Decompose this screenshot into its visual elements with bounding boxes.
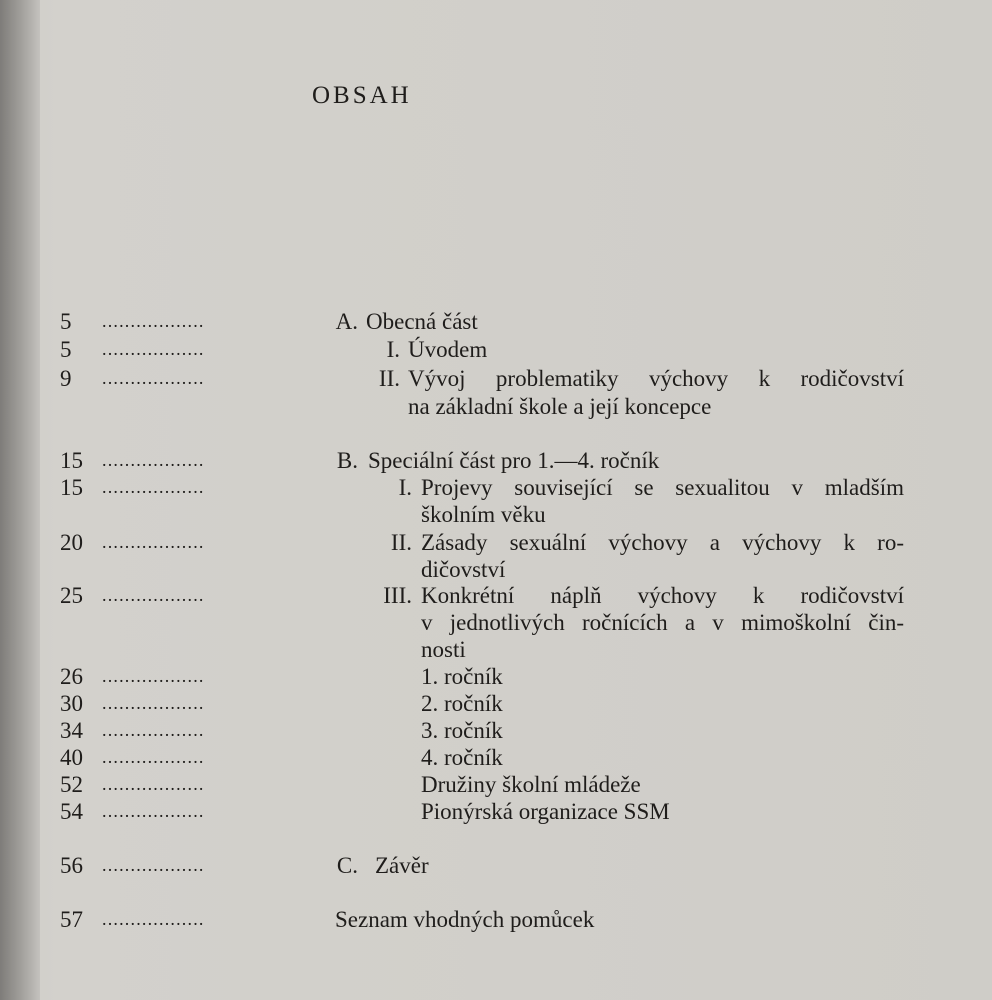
- toc-entry-text: Úvodem: [408, 337, 488, 362]
- toc-entry-text: 3. ročník: [421, 718, 503, 743]
- toc-leader-dots: ..................: [102, 774, 205, 794]
- toc-leader-dots: ..................: [102, 311, 205, 331]
- toc-entry: [0, 798, 992, 825]
- toc-leader-dots: ..................: [102, 585, 205, 605]
- toc-leader-dots: ..................: [102, 747, 205, 767]
- toc-page-number: 20: [60, 530, 83, 555]
- toc-entry-continuation: [0, 556, 992, 583]
- toc-leader-dots: ..................: [102, 720, 205, 740]
- toc-entry-text: 2. ročník: [421, 691, 503, 716]
- toc-entry: [0, 744, 992, 771]
- toc-section-mark: II.: [390, 530, 412, 555]
- toc-leader-dots: ..................: [102, 339, 205, 359]
- toc-page-number: 34: [60, 718, 83, 743]
- toc-page-number: 56: [60, 853, 83, 878]
- toc-leader-dots: ..................: [102, 801, 205, 821]
- toc-entry-continuation: [0, 609, 992, 636]
- toc-leader-dots: ..................: [102, 368, 205, 388]
- toc-entry: [0, 447, 992, 474]
- toc-entry-continuation: [0, 636, 992, 663]
- toc-entry-text: v jednotlivých ročnících a v mimoškolní čin-: [421, 610, 904, 635]
- toc-entry-text: dičovství: [421, 557, 506, 582]
- toc-entry-text: Závěr: [375, 853, 429, 878]
- toc-entry: [0, 690, 992, 717]
- toc-entry: [0, 582, 992, 609]
- toc-page-number: 5: [60, 337, 72, 362]
- toc-page-number: 54: [60, 799, 83, 824]
- toc-entry-text: 1. ročník: [421, 664, 503, 689]
- toc-entry: [0, 308, 992, 335]
- toc-section-mark: II.: [378, 366, 400, 391]
- toc-section-mark: C.: [336, 853, 358, 878]
- toc-entry-text: nosti: [421, 637, 466, 662]
- page-title: OBSAH: [312, 82, 412, 109]
- toc-page-number: 26: [60, 664, 83, 689]
- toc-entry: [0, 852, 992, 879]
- toc-entry-continuation: [0, 393, 992, 420]
- toc-page-number: 15: [60, 475, 83, 500]
- toc-entry: [0, 717, 992, 744]
- toc-entry-text: Seznam vhodných pomůcek: [335, 907, 595, 932]
- toc-section-mark: A.: [335, 309, 358, 334]
- toc-leader-dots: ..................: [102, 693, 205, 713]
- toc-leader-dots: ..................: [102, 666, 205, 686]
- toc-page-number: 9: [60, 366, 72, 391]
- toc-page-number: 15: [60, 448, 83, 473]
- toc-leader-dots: ..................: [102, 909, 205, 929]
- toc-entry-continuation: [0, 501, 992, 528]
- toc-page-number: 30: [60, 691, 83, 716]
- toc-page-number: 5: [60, 309, 72, 334]
- toc-entry: [0, 771, 992, 798]
- toc-section-mark: I.: [398, 475, 412, 500]
- toc-entry-text: Vývoj problematiky výchovy k rodičovství: [408, 366, 904, 391]
- toc-entry-text: Zásady sexuální výchovy a výchovy k ro-: [421, 530, 904, 555]
- toc-entry-text: Pionýrská organizace SSM: [421, 799, 670, 824]
- toc-entry: [0, 663, 992, 690]
- toc-page-number: 25: [60, 583, 83, 608]
- toc-page-number: 57: [60, 907, 83, 932]
- toc-entry-text: na základní škole a její koncepce: [408, 394, 712, 419]
- toc-entry-text: Konkrétní náplň výchovy k rodičovství: [421, 583, 904, 608]
- toc-section-mark: B.: [336, 448, 358, 473]
- toc-entry-text: Projevy související se sexualitou v mladším: [421, 475, 904, 500]
- toc-entry-text: Družiny školní mládeže: [421, 772, 641, 797]
- toc-entry-text: Speciální část pro 1.—4. ročník: [368, 448, 660, 473]
- toc-entry-text: 4. ročník: [421, 745, 503, 770]
- toc-section-mark: III.: [383, 583, 412, 608]
- toc-entry-text: Obecná část: [366, 309, 478, 334]
- toc-entry: [0, 906, 992, 933]
- toc-entry: [0, 336, 992, 363]
- toc-entry-text: školním věku: [421, 502, 546, 527]
- toc-entry: [0, 474, 992, 501]
- toc-leader-dots: ..................: [102, 855, 205, 875]
- toc-page-number: 40: [60, 745, 83, 770]
- toc-leader-dots: ..................: [102, 532, 205, 552]
- toc-section-mark: I.: [386, 337, 400, 362]
- toc-entry: [0, 365, 992, 392]
- toc-entry: [0, 529, 992, 556]
- toc-leader-dots: ..................: [102, 450, 205, 470]
- toc-leader-dots: ..................: [102, 477, 205, 497]
- toc-page-number: 52: [60, 772, 83, 797]
